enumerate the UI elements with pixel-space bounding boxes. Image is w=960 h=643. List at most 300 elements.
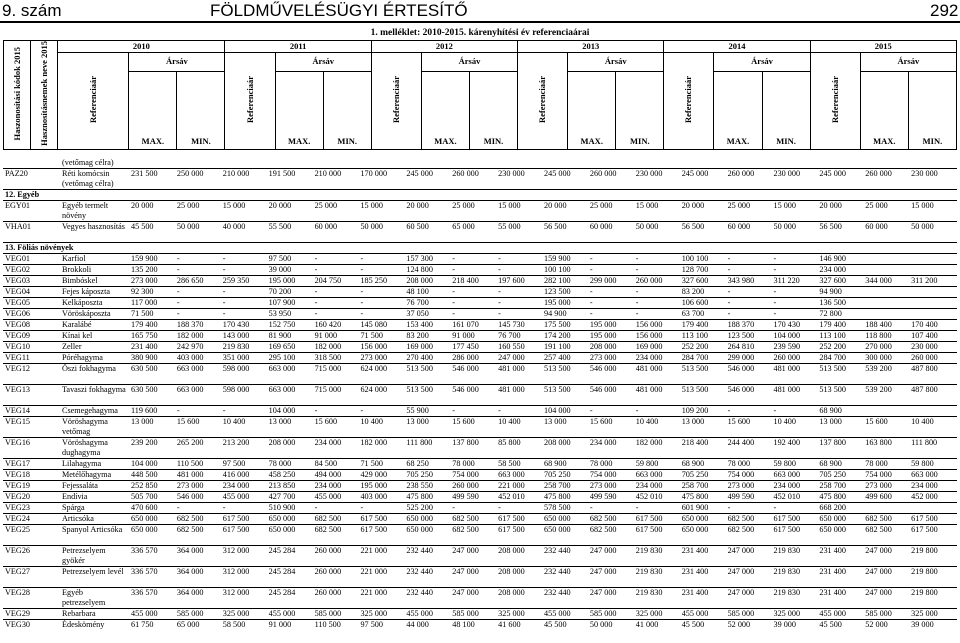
price-cell: 110 500 — [176, 459, 204, 468]
row-crop-name: Vegyes hasznosítás — [62, 222, 125, 231]
price-cell: 85 800 — [498, 438, 521, 447]
price-cell: 111 800 — [911, 438, 938, 447]
price-cell: - — [452, 254, 455, 263]
price-cell: 238 550 — [406, 481, 433, 490]
journal-title: FÖLDMŰVELÉSÜGYI ÉRTESÍTŐ — [210, 1, 468, 20]
price-cell: - — [314, 309, 318, 318]
price-cell: 682 500 — [727, 514, 755, 523]
price-cell: 458 250 — [268, 470, 296, 479]
price-cell: 25 000 — [589, 201, 613, 210]
price-cell: 239 200 — [131, 438, 158, 447]
price-cell: 39 000 — [911, 620, 934, 629]
price-cell: 20 000 — [544, 201, 567, 210]
price-cell: - — [727, 309, 731, 318]
min-header: MIN. — [616, 71, 664, 149]
price-cell: 146 900 — [819, 254, 846, 263]
price-cell: 546 000 — [727, 385, 755, 394]
price-cell: 546 000 — [452, 385, 479, 394]
price-cell: 10 400 — [635, 417, 659, 426]
price-cell: 13 000 — [544, 417, 567, 426]
price-cell: 252 850 — [131, 481, 158, 490]
price-cell: 56 500 — [681, 222, 705, 231]
price-cell: - — [314, 298, 318, 307]
price-cell: - — [498, 298, 501, 307]
min-header: MIN. — [762, 71, 810, 149]
price-cell: 15 600 — [314, 417, 338, 426]
row-code: VEG20 — [5, 492, 31, 501]
price-cell: 60 500 — [406, 222, 429, 231]
price-cell: 124 800 — [406, 265, 433, 274]
row-crop-name: Metélőhagyma — [62, 470, 112, 479]
row-code: VEG16 — [5, 438, 31, 447]
price-cell: 145 080 — [360, 320, 388, 329]
price-cell: 539 200 — [865, 364, 892, 373]
price-cell: 663 000 — [268, 385, 296, 394]
price-cell: 179 400 — [131, 320, 158, 329]
price-cell: 56 500 — [544, 222, 567, 231]
price-cell: 208 000 — [544, 438, 571, 447]
price-cell: 617 500 — [773, 514, 801, 523]
price-cell: 539 200 — [865, 385, 892, 394]
reference-price-header: Referenciaár — [664, 53, 714, 150]
max-header: MAX. — [860, 71, 908, 149]
price-cell: 213 850 — [268, 481, 296, 490]
price-cell: 585 000 — [452, 609, 479, 618]
price-cell: 68 900 — [819, 406, 842, 415]
price-cell — [865, 406, 911, 416]
price-cell: 13 000 — [131, 417, 154, 426]
price-cell: 195 000 — [589, 320, 617, 329]
price-cell: 113 100 — [819, 331, 846, 340]
price-cell: 195 000 — [360, 481, 388, 490]
price-cell: 111 800 — [406, 438, 433, 447]
row-crop-name: Fejes káposzta — [62, 287, 110, 296]
row-values — [131, 169, 957, 179]
price-cell: 260 000 — [773, 353, 801, 362]
price-cell: 188 400 — [865, 320, 892, 329]
price-cell: 15 000 — [498, 201, 521, 210]
max-header: MAX. — [275, 71, 323, 149]
row-code: VEG14 — [5, 406, 31, 415]
price-cell: 325 000 — [635, 609, 663, 618]
price-cell: 585 000 — [727, 609, 755, 618]
price-cell: 48 100 — [452, 620, 475, 629]
price-cell: 343 980 — [727, 276, 755, 285]
price-cell: 170 430 — [773, 320, 801, 329]
price-cell: 94 900 — [544, 309, 567, 318]
table-row — [3, 297, 957, 308]
price-cell: 20 000 — [268, 201, 292, 210]
price-cell: 273 000 — [865, 481, 892, 490]
row-code: VEG08 — [5, 320, 31, 329]
price-cell: 234 000 — [222, 481, 250, 490]
price-cell: 231 400 — [819, 588, 846, 597]
price-cell: 364 000 — [176, 588, 204, 597]
price-cell: 91 000 — [314, 331, 338, 340]
page-header — [0, 0, 960, 22]
price-cell: 40 000 — [222, 222, 246, 231]
row-code: VEG29 — [5, 609, 31, 618]
price-cell: 204 750 — [314, 276, 342, 285]
year-header: 2012 — [371, 41, 517, 53]
price-cell: 257 400 — [544, 353, 571, 362]
price-cell: 258 700 — [681, 481, 709, 490]
year-header: 2015 — [810, 41, 956, 53]
price-cell: 452 010 — [635, 492, 663, 501]
price-cell: 455 000 — [131, 609, 158, 618]
price-cell: 624 000 — [360, 385, 388, 394]
price-cell: 650 000 — [131, 514, 158, 523]
price-cell: 273 000 — [589, 481, 617, 490]
row-values — [131, 364, 957, 374]
price-cell: 104 000 — [544, 406, 571, 415]
table-row — [3, 352, 957, 363]
row-values — [131, 254, 957, 264]
price-cell: 174 200 — [544, 331, 571, 340]
table-row — [3, 168, 957, 189]
row-code: VEG19 — [5, 481, 31, 490]
price-cell: 601 900 — [681, 503, 709, 512]
table-row — [3, 275, 957, 286]
row-code: VEG23 — [5, 503, 31, 512]
price-cell: 230 000 — [773, 169, 801, 178]
price-cell: 487 800 — [911, 385, 938, 394]
price-cell: 170 400 — [911, 320, 938, 329]
price-cell: 160 550 — [498, 342, 525, 351]
price-cell: 546 000 — [727, 364, 755, 373]
row-crop-name: Karalábé — [62, 320, 92, 329]
price-cell: 123 500 — [727, 331, 755, 340]
price-cell: 231 500 — [131, 169, 158, 178]
price-cell: 510 900 — [268, 503, 296, 512]
price-cell: 327 600 — [681, 276, 709, 285]
row-crop-name: Kínai kel — [62, 331, 93, 340]
table-row — [3, 363, 957, 384]
row-values — [131, 588, 957, 598]
table-row — [3, 524, 957, 545]
price-range-header: Ársáv — [860, 53, 956, 72]
price-cell: 455 000 — [222, 492, 250, 501]
price-cell: 160 420 — [314, 320, 342, 329]
price-cell: 219 830 — [773, 567, 801, 576]
price-cell: 153 400 — [406, 320, 433, 329]
row-values — [131, 320, 957, 330]
table-row — [3, 200, 957, 221]
price-cell: 231 400 — [681, 567, 709, 576]
row-values — [131, 525, 957, 535]
year-header: 2014 — [664, 41, 810, 53]
row-crop-name: Kelkáposzta — [62, 298, 103, 307]
price-cell: 135 200 — [131, 265, 158, 274]
price-cell: 481 000 — [176, 470, 204, 479]
price-cell: 513 500 — [406, 364, 433, 373]
price-cell: 71 500 — [360, 459, 383, 468]
price-cell: - — [589, 298, 593, 307]
table-row — [3, 619, 957, 630]
price-cell: 242 970 — [176, 342, 204, 351]
price-cell: 145 730 — [498, 320, 525, 329]
price-cell: 513 500 — [819, 364, 846, 373]
price-cell: 55 000 — [498, 222, 521, 231]
price-cell: 182 000 — [635, 438, 663, 447]
price-cell: 104 000 — [131, 459, 158, 468]
price-cell: - — [498, 287, 501, 296]
price-cell: 247 000 — [727, 588, 755, 597]
row-crop-name: Spárga — [62, 503, 85, 512]
price-cell: 513 500 — [406, 385, 433, 394]
price-cell: 245 284 — [268, 567, 296, 576]
price-cell: - — [635, 287, 639, 296]
row-crop-name: Vöröshagyma vetőmag — [62, 417, 108, 436]
price-cell: 585 000 — [314, 609, 342, 618]
price-cell: - — [452, 298, 455, 307]
price-cell: 260 000 — [589, 169, 617, 178]
row-values — [131, 331, 957, 341]
price-cell: 71 500 — [360, 331, 383, 340]
price-cell: 312 000 — [222, 588, 250, 597]
code-column-header: Haszonosítási kódok 2015 — [4, 41, 31, 150]
price-cell: 195 000 — [268, 276, 296, 285]
row-crop-name: Rebarbara — [62, 609, 96, 618]
price-cell: 455 000 — [268, 609, 296, 618]
price-cell — [865, 287, 911, 297]
row-values — [131, 470, 957, 480]
price-cell: - — [176, 287, 180, 296]
price-cell: 63 700 — [681, 309, 705, 318]
price-cell: 318 500 — [314, 353, 342, 362]
row-values — [131, 567, 957, 577]
row-code: EGY01 — [5, 201, 31, 210]
table-row — [3, 566, 957, 587]
year-header: 2013 — [518, 41, 664, 53]
price-cell — [911, 309, 957, 319]
price-cell: 20 000 — [819, 201, 842, 210]
row-code: VEG27 — [5, 567, 31, 576]
price-cell: 336 570 — [131, 546, 158, 555]
price-cell: 630 500 — [131, 385, 158, 394]
price-cell: 475 800 — [544, 492, 571, 501]
price-cell: 232 440 — [406, 546, 433, 555]
price-cell: - — [222, 287, 226, 296]
price-cell: 221 000 — [360, 567, 388, 576]
price-cell: 247 000 — [452, 567, 479, 576]
row-code: VEG03 — [5, 276, 31, 285]
price-cell: 617 500 — [498, 525, 525, 534]
price-cell: 78 000 — [268, 459, 292, 468]
price-cell: 624 000 — [360, 364, 388, 373]
price-cell: 156 000 — [360, 342, 388, 351]
price-cell: 258 700 — [544, 481, 571, 490]
section-heading-row — [3, 189, 957, 200]
price-cell: 15 600 — [176, 417, 200, 426]
price-cell: - — [589, 254, 593, 263]
price-cell: 232 440 — [406, 588, 433, 597]
price-cell: 364 000 — [176, 567, 204, 576]
price-cell: 232 440 — [544, 546, 571, 555]
row-crop-name: Endívia — [62, 492, 88, 501]
price-cell: - — [727, 298, 731, 307]
row-code: VEG18 — [5, 470, 31, 479]
price-cell: 546 000 — [589, 364, 617, 373]
row-crop-name: Tavaszi fokhagyma — [62, 385, 126, 394]
price-cell — [865, 503, 911, 513]
row-values — [131, 459, 957, 469]
price-cell: 259 350 — [222, 276, 250, 285]
price-cell: 260 000 — [314, 546, 342, 555]
row-crop-name: Réti komócsin (vetőmag célra) — [62, 169, 114, 188]
price-cell: 191 500 — [268, 169, 296, 178]
price-cell: 650 000 — [406, 525, 433, 534]
row-values — [131, 298, 957, 308]
page-number: 292 — [930, 1, 959, 20]
price-cell: 136 500 — [819, 298, 846, 307]
reference-price-header: Referenciaár — [58, 53, 129, 150]
price-cell: 10 400 — [222, 417, 246, 426]
price-cell: 231 400 — [681, 546, 709, 555]
price-cell: 546 000 — [452, 364, 479, 373]
price-cell: 15 000 — [911, 201, 934, 210]
row-crop-name: (vetőmag célra) — [62, 158, 114, 167]
price-cell: 682 500 — [589, 514, 617, 523]
price-cell: 110 500 — [314, 620, 341, 629]
table-row — [3, 308, 957, 319]
price-cell: 505 700 — [131, 492, 158, 501]
price-cell: 163 800 — [865, 438, 892, 447]
price-cell: 219 830 — [635, 546, 663, 555]
row-crop-name: Brokkoli — [62, 265, 92, 274]
header-rule — [0, 21, 960, 23]
price-cell: 156 000 — [635, 320, 663, 329]
price-cell: 219 800 — [911, 546, 938, 555]
price-cell: 182 000 — [314, 342, 342, 351]
price-cell: 137 800 — [819, 438, 846, 447]
column-header — [3, 40, 957, 150]
price-cell: - — [222, 298, 226, 307]
price-cell: 455 000 — [406, 609, 433, 618]
price-cell: 617 500 — [222, 525, 250, 534]
price-cell: 59 800 — [911, 459, 934, 468]
year-header: 2010 — [58, 41, 225, 53]
price-cell: 39 000 — [773, 620, 796, 629]
price-cell: 311 200 — [911, 276, 938, 285]
price-cell: 20 000 — [131, 201, 154, 210]
price-cell: 299 000 — [589, 276, 617, 285]
price-cell: - — [498, 406, 501, 415]
price-cell: 70 200 — [268, 287, 292, 296]
price-cell: 617 500 — [635, 525, 663, 534]
price-cell: 754 000 — [452, 470, 479, 479]
price-cell: 97 500 — [222, 459, 246, 468]
price-cell: 513 500 — [544, 364, 571, 373]
price-cell: - — [452, 265, 455, 274]
price-cell: 219 830 — [222, 342, 250, 351]
price-cell: 78 000 — [452, 459, 475, 468]
price-cell: 231 400 — [819, 567, 846, 576]
price-cell: 245 284 — [268, 546, 296, 555]
price-cell: - — [635, 503, 639, 512]
price-cell: 221 000 — [360, 546, 388, 555]
price-cell: 617 500 — [360, 514, 388, 523]
price-cell: - — [589, 503, 593, 512]
price-cell: 682 500 — [727, 525, 755, 534]
price-cell: 182 000 — [176, 331, 204, 340]
price-cell: 475 800 — [406, 492, 433, 501]
price-cell: 260 000 — [727, 169, 755, 178]
price-cell: - — [452, 309, 455, 318]
price-cell — [911, 265, 957, 275]
price-cell: 219 830 — [773, 546, 801, 555]
price-cell: 452 010 — [773, 492, 801, 501]
price-cell: 244 400 — [727, 438, 755, 447]
price-cell: 60 000 — [727, 222, 751, 231]
price-cell: 191 100 — [544, 342, 571, 351]
row-values — [131, 503, 957, 513]
price-cell: 97 500 — [268, 254, 292, 263]
row-crop-name: Póréhagyma — [62, 353, 103, 362]
price-cell: 416 000 — [222, 470, 250, 479]
row-code: VEG01 — [5, 254, 31, 263]
price-cell: 159 900 — [544, 254, 571, 263]
price-cell: - — [176, 298, 180, 307]
price-cell: 668 200 — [819, 503, 846, 512]
price-cell: - — [498, 503, 501, 512]
price-cell: 234 000 — [773, 481, 801, 490]
price-cell: 97 500 — [360, 620, 383, 629]
price-cell: 230 000 — [911, 342, 938, 351]
price-cell: 247 000 — [865, 588, 892, 597]
price-cell: 513 500 — [544, 385, 571, 394]
price-cell: 617 500 — [773, 525, 801, 534]
price-cell: 325 000 — [360, 609, 388, 618]
price-cell: 234 000 — [911, 481, 938, 490]
table-row — [3, 341, 957, 352]
price-cell: 311 220 — [773, 276, 800, 285]
table-row — [3, 158, 957, 168]
price-cell: 481 000 — [635, 364, 663, 373]
price-cell: 481 000 — [773, 364, 801, 373]
price-cell: 364 000 — [176, 546, 204, 555]
row-code: VEG15 — [5, 417, 31, 426]
price-cell: 104 000 — [268, 406, 296, 415]
row-values — [131, 481, 957, 491]
price-cell: 76 700 — [498, 331, 521, 340]
price-cell: 455 000 — [681, 609, 709, 618]
row-values — [131, 546, 957, 556]
price-cell: 15 600 — [452, 417, 475, 426]
price-cell: 682 500 — [452, 514, 479, 523]
table-row — [3, 545, 957, 566]
price-cell: 650 000 — [544, 525, 571, 534]
price-cell: 219 800 — [911, 588, 938, 597]
price-cell: 56 500 — [819, 222, 842, 231]
price-cell: 48 100 — [406, 287, 429, 296]
price-cell: - — [314, 265, 318, 274]
price-cell: 20 000 — [406, 201, 429, 210]
price-cell: 617 500 — [360, 525, 388, 534]
price-cell: 72 800 — [819, 309, 842, 318]
price-cell: 219 830 — [635, 567, 663, 576]
price-cell: 650 000 — [681, 525, 709, 534]
price-cell: 143 000 — [222, 331, 250, 340]
price-cell: - — [727, 503, 731, 512]
price-cell: 107 400 — [911, 331, 938, 340]
price-cell: 219 830 — [635, 588, 663, 597]
price-cell: 312 000 — [222, 546, 250, 555]
price-cell: 10 400 — [498, 417, 521, 426]
price-cell: 65 000 — [452, 222, 475, 231]
price-cell: 481 000 — [773, 385, 801, 394]
price-cell: 10 400 — [911, 417, 934, 426]
